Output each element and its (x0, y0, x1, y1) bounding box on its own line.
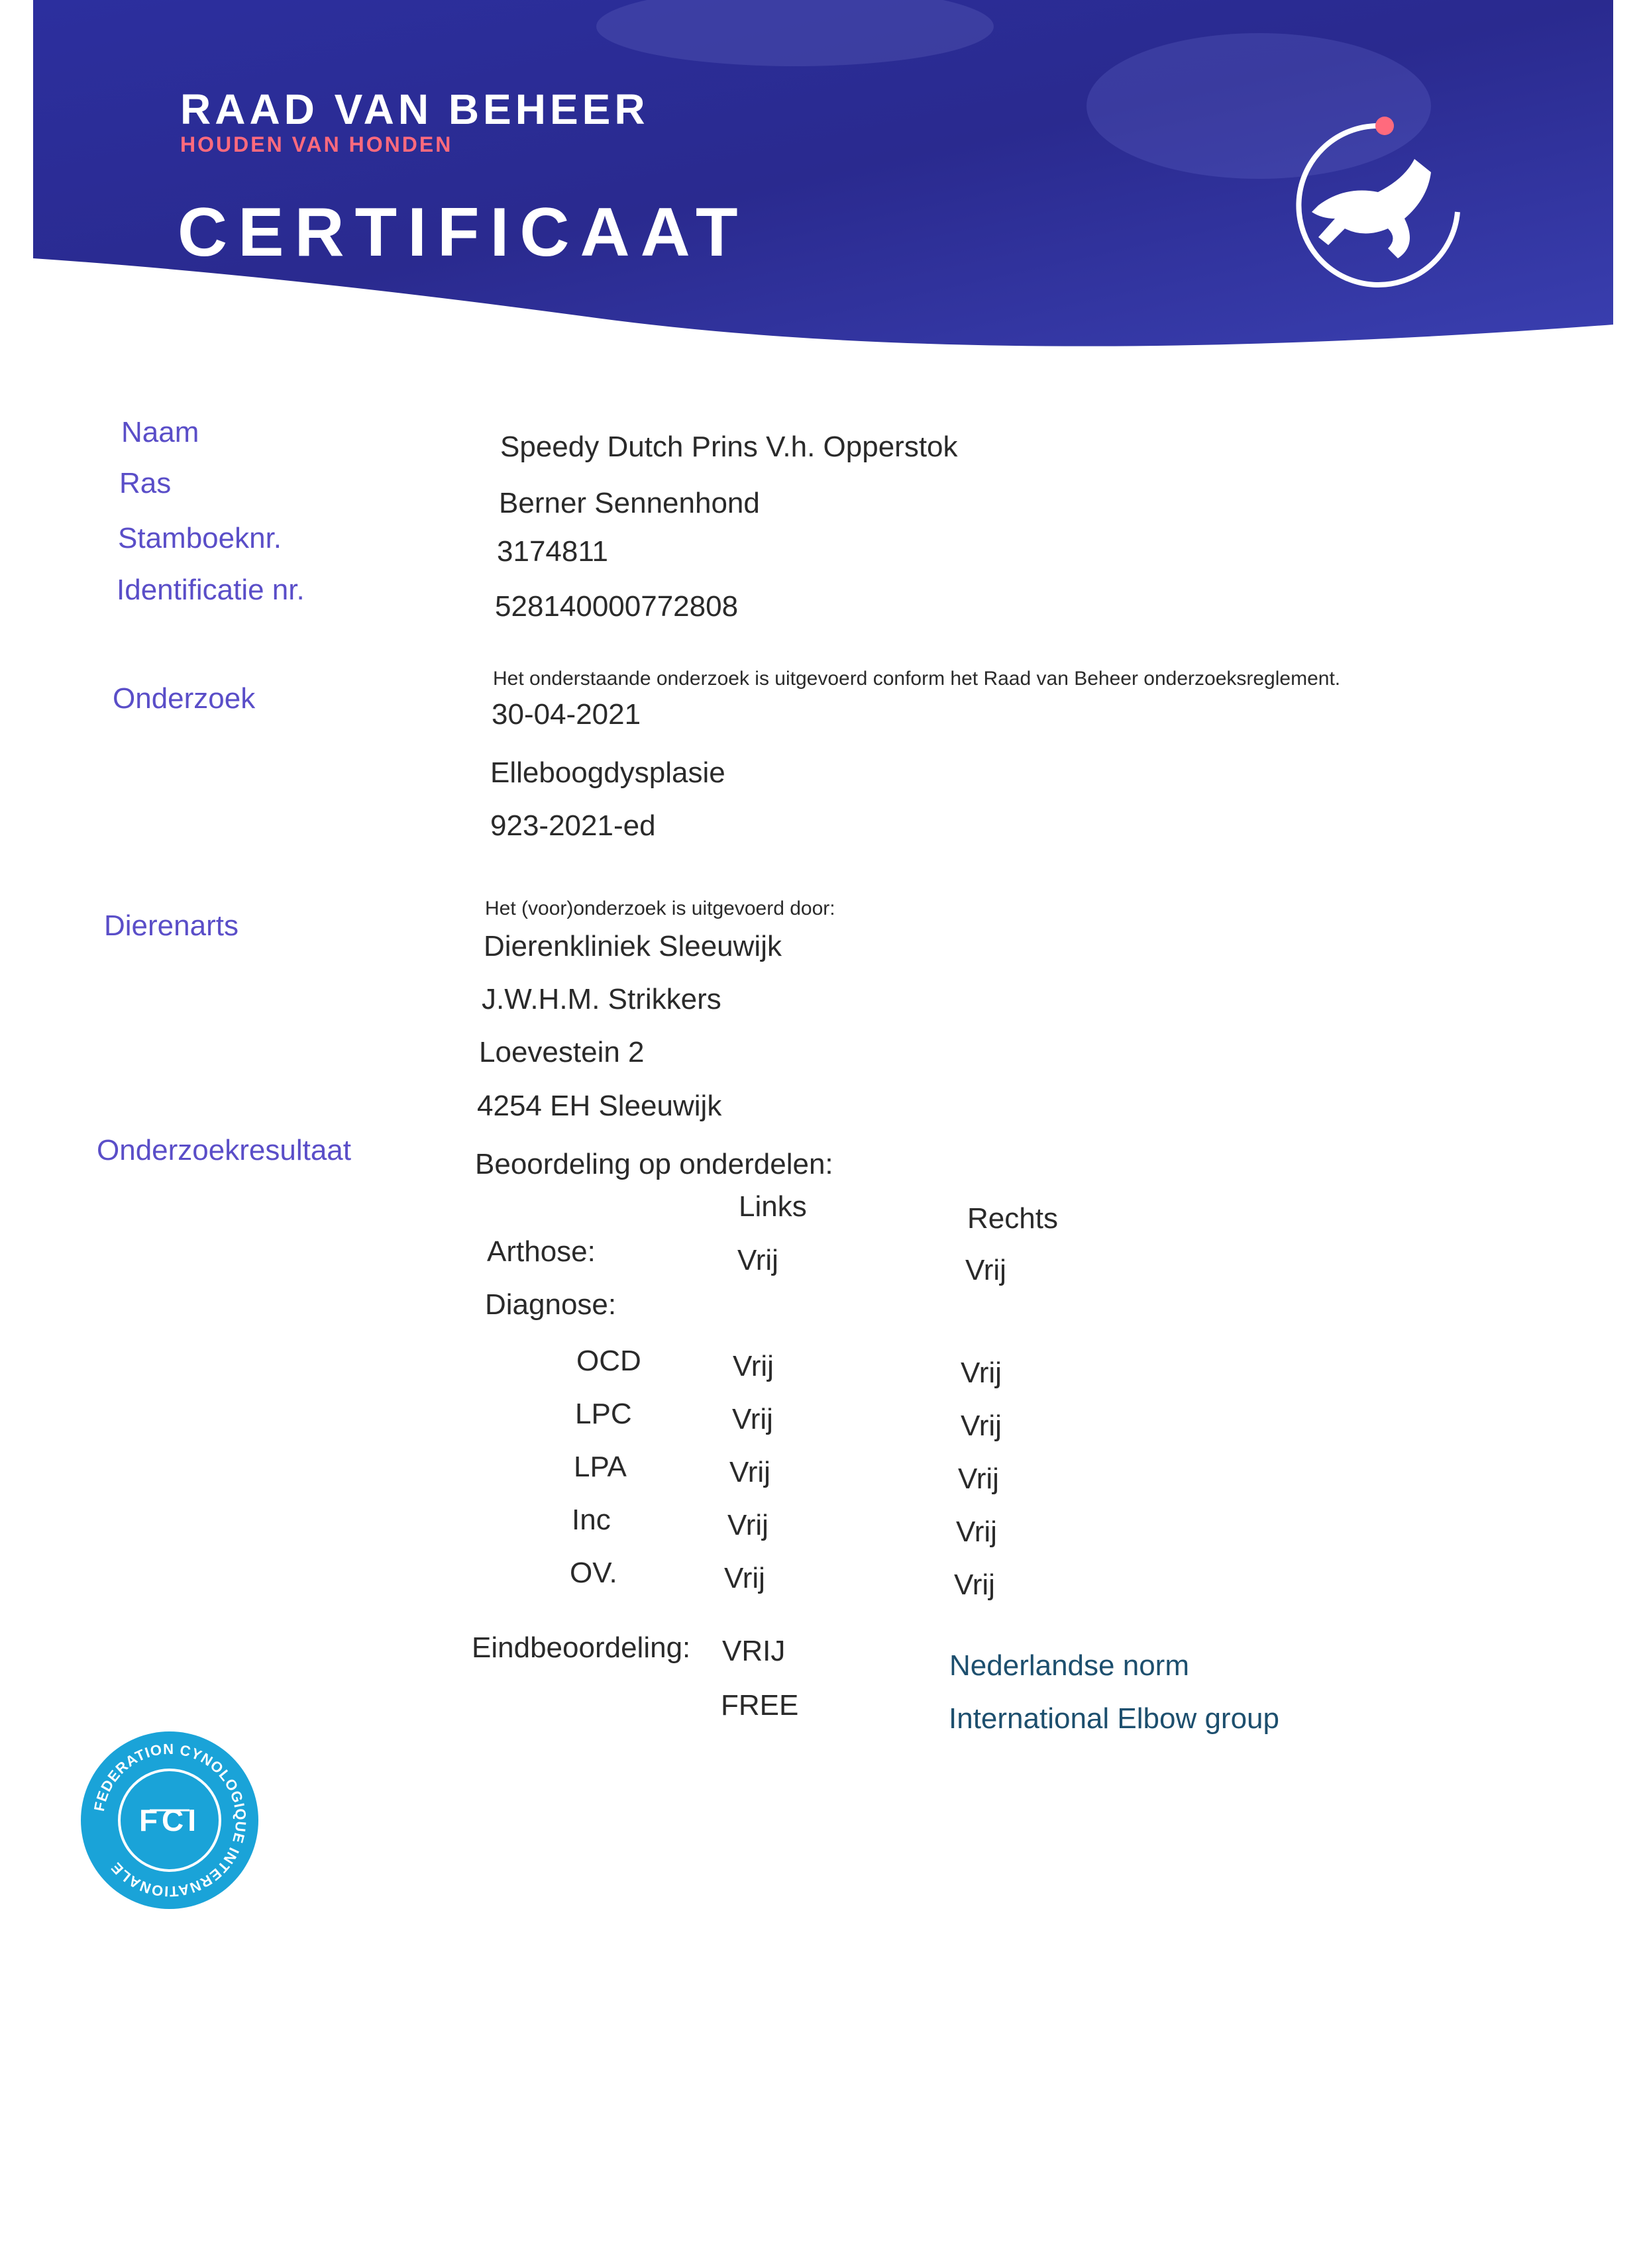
diagnosis-row-left: Vrij (732, 1403, 773, 1435)
column-right-header: Rechts (967, 1202, 1058, 1235)
studbook-label: Stamboeknr. (118, 522, 282, 554)
diagnosis-row-left: Vrij (729, 1456, 770, 1488)
organization-name: RAAD VAN BEHEER (180, 85, 649, 133)
diagnosis-row-label: OCD (576, 1345, 641, 1377)
vet-street: Loevestein 2 (479, 1036, 645, 1068)
diagnosis-row-right: Vrij (954, 1569, 995, 1601)
diagnosis-row-label: LPA (574, 1451, 627, 1483)
arthrosis-left: Vrij (737, 1244, 778, 1276)
vet-label: Dierenarts (104, 909, 238, 942)
fci-seal-abbr: FCI (138, 1803, 201, 1837)
identification-label: Identificatie nr. (117, 574, 305, 606)
organization-tagline: HOUDEN VAN HONDEN (180, 132, 453, 156)
diagnosis-row-left: Vrij (727, 1509, 768, 1541)
arthrosis-right: Vrij (965, 1254, 1006, 1286)
studbook-number: 3174811 (497, 535, 609, 568)
examination-number: 923-2021-ed (490, 809, 656, 842)
vet-city: 4254 EH Sleeuwijk (477, 1090, 722, 1122)
examination-label: Onderzoek (113, 682, 256, 715)
diagnosis-row-left: Vrij (724, 1562, 765, 1594)
dog-name: Speedy Dutch Prins V.h. Opperstok (500, 431, 958, 463)
column-left-header: Links (739, 1190, 807, 1223)
final-assessment-nl: VRIJ (722, 1635, 786, 1667)
diagnosis-row-label: Inc (572, 1504, 611, 1536)
result-intro: Beoordeling op onderdelen: (475, 1148, 833, 1180)
diagnosis-row-right: Vrij (961, 1410, 1002, 1442)
examination-note: Het onderstaande onderzoek is uitgevoerd conform het Raad van Beheer onderzoeksreglement. (493, 668, 1341, 690)
identification-number: 528140000772808 (495, 590, 739, 623)
fci-seal-icon (77, 1727, 262, 1913)
examination-date: 30-04-2021 (492, 698, 641, 731)
result-label: Onderzoekresultaat (97, 1134, 351, 1166)
dog-breed: Berner Sennenhond (499, 487, 760, 519)
diagnosis-row-right: Vrij (958, 1463, 999, 1495)
fci-seal-ring-text: FEDERATION CYNOLOGIQUE INTERNATIONALE (90, 1740, 250, 1900)
vet-note: Het (voor)onderzoek is uitgevoerd door: (485, 898, 835, 919)
diagnosis-row-right: Vrij (956, 1516, 997, 1548)
diagnosis-row-left: Vrij (733, 1350, 774, 1382)
norm-dutch: Nederlandse norm (949, 1649, 1189, 1682)
diagnosis-row-label: OV. (570, 1557, 617, 1589)
diagnosis-row-right: Vrij (961, 1357, 1002, 1389)
diagnosis-label: Diagnose: (485, 1288, 617, 1321)
final-assessment-int: FREE (721, 1689, 799, 1722)
breed-label: Ras (119, 467, 172, 499)
norm-international: International Elbow group (949, 1702, 1279, 1735)
diagnosis-row-label: LPC (575, 1398, 632, 1430)
vet-name: J.W.H.M. Strikkers (482, 983, 721, 1015)
leaping-dog-icon (1272, 113, 1484, 298)
name-label: Naam (121, 416, 199, 448)
final-assessment-label: Eindbeoordeling: (472, 1631, 691, 1664)
certificate-title: CERTIFICAAT (178, 194, 749, 271)
vet-clinic: Dierenkliniek Sleeuwijk (484, 930, 782, 962)
arthrosis-label: Arthose: (487, 1235, 596, 1268)
examination-type: Elleboogdysplasie (490, 756, 725, 789)
